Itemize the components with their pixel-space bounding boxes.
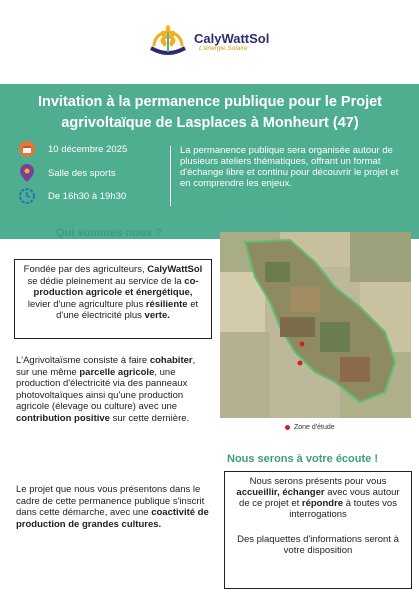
clock-icon [18, 187, 36, 205]
qui-sommes-nous-heading: Qui sommes-nous ? [56, 227, 162, 239]
title-line-2: agrivoltaïque de Lasplaces à Monheurt (47) [61, 115, 359, 131]
invitation-title [10, 92, 410, 134]
study-area-map [220, 232, 411, 418]
legend-dot-icon [285, 425, 290, 430]
projet-paragraph: Le projet que nous vous présentons dans le cadre de cette permanence publique s'inscrit dans cette démarche, avec une coactivité de production de grandes cultures. [16, 484, 209, 530]
hours-row [18, 186, 126, 206]
event-date: 10 décembre 2025 [48, 143, 128, 155]
location-pin-icon [18, 164, 36, 182]
study-point-2 [298, 361, 303, 366]
ecoute-text-1: Nous serons présents pour vous accueillir, échanger avec vous autour de ce projet et répondre à toutes vos interrogations [236, 476, 400, 520]
calendar-icon [18, 140, 36, 158]
ecoute-text-2: Des plaquettes d'informations seront à votre disposition [237, 534, 399, 556]
map-legend [285, 424, 335, 431]
place-row [18, 163, 116, 183]
brand-name: CalyWattSol [194, 31, 270, 46]
ecoute-box [224, 471, 412, 589]
ecoute-heading: Nous serons à votre écoute ! [227, 453, 378, 465]
study-point-1 [300, 342, 305, 347]
agrivoltaisme-paragraph: L'Agrivoltaïsme consiste à faire cohabiter, sur une même parcelle agricole, une production d'électricité via des panneaux photovoltaïques ainsi qu'une production agricole (élevage ou culture) avec une contribution positive sur cette dernière. [16, 355, 196, 424]
event-description: La permanence publique sera organisée autour de plusieurs ateliers thématiques, offrant un format d'échange libre et continu pour découvrir le projet et en comprendre les enjeux. [180, 145, 399, 189]
about-box [14, 259, 212, 339]
brand-tagline: L'énergie Solaire [199, 45, 248, 52]
date-row [18, 139, 127, 159]
title-line-1: Invitation à la permanence publique pour le Projet [37, 94, 383, 110]
calywattsol-logo [148, 22, 188, 60]
event-place: Salle des sports [48, 167, 116, 179]
banner-divider [170, 146, 171, 206]
event-hours: De 16h30 à 19h30 [48, 190, 127, 202]
legend-label: Zone d'étude [294, 424, 335, 431]
about-text: Fondée par des agriculteurs, CalyWattSol se dédie pleinement au service de la co-production agricole et énergétique, levier d'une agriculture plus résiliente et d'une électricité plus verte. [23, 264, 203, 321]
